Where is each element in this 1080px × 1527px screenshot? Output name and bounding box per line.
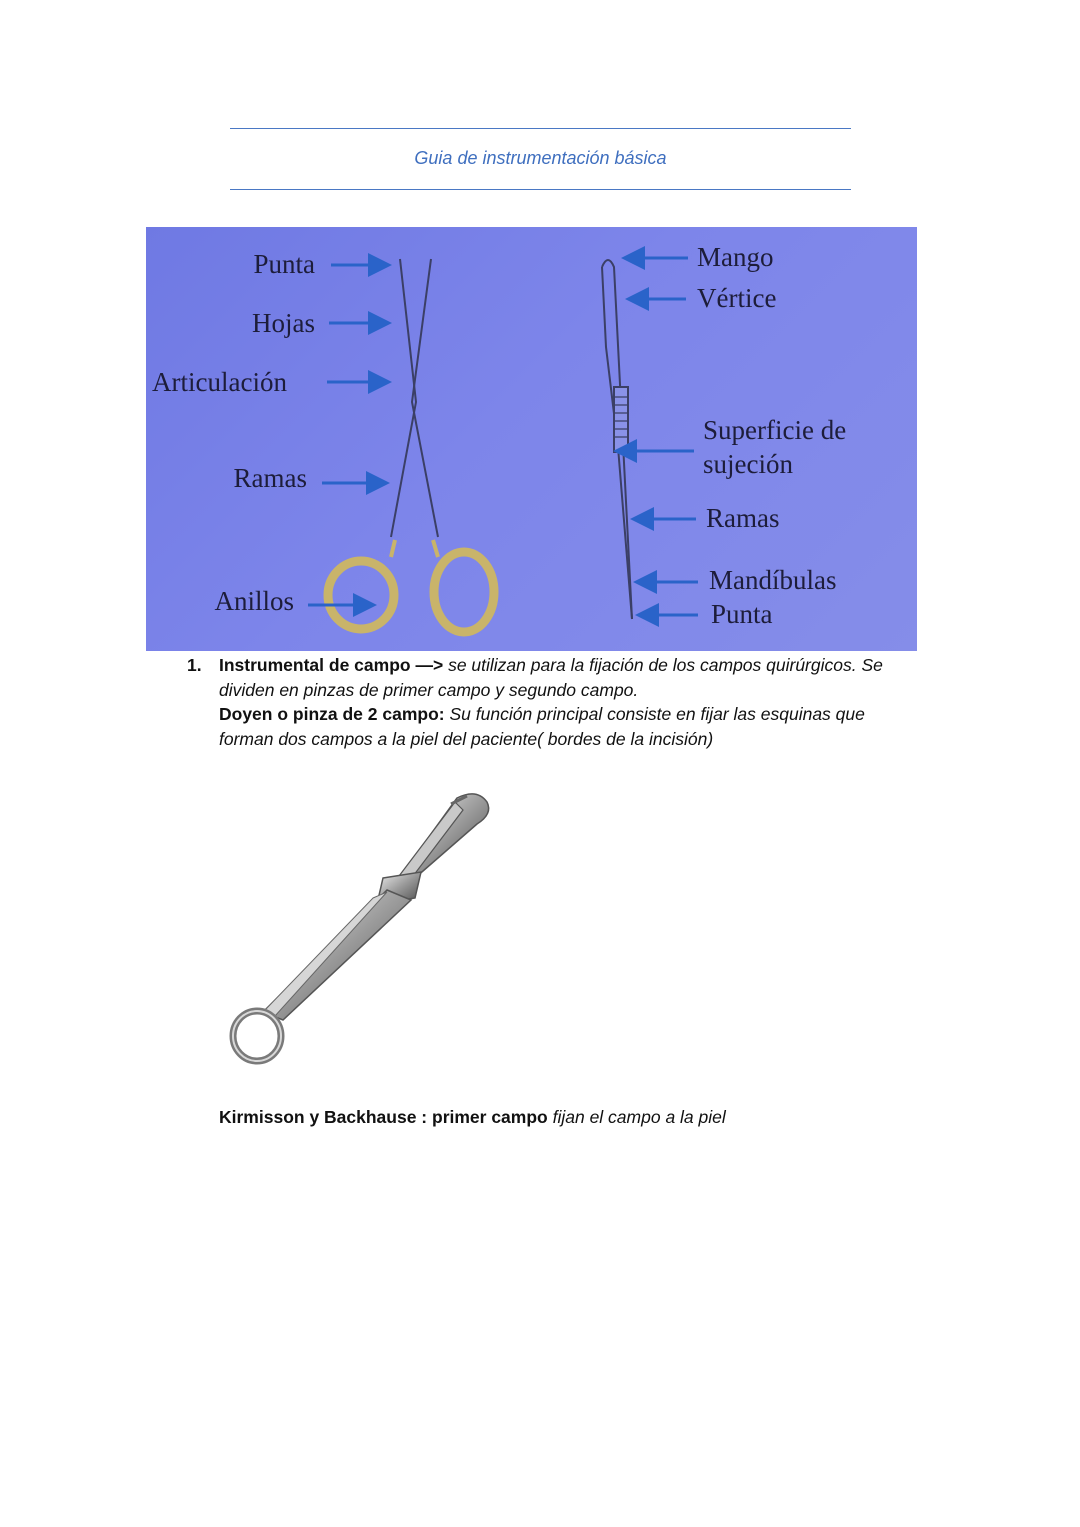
list-number: 1. xyxy=(187,655,202,675)
list-item-instrumental-de-campo xyxy=(219,653,909,751)
label-ramas-forceps: Ramas xyxy=(706,503,780,533)
item-title: Instrumental de campo xyxy=(219,655,411,675)
label-hojas: Hojas xyxy=(252,308,315,338)
label-vertice: Vértice xyxy=(697,283,777,313)
doyen-title: Doyen o pinza de 2 campo: xyxy=(219,704,445,724)
item-arrow: —> xyxy=(415,655,444,675)
header-title: Guia de instrumentación básica xyxy=(414,148,667,168)
kirmisson-text: fijan el campo a la piel xyxy=(552,1107,726,1127)
label-sujecion: sujeción xyxy=(703,449,793,479)
instrument-anatomy-diagram xyxy=(146,227,917,651)
label-superficie: Superficie de xyxy=(703,415,847,445)
header-rule-bottom xyxy=(230,189,851,190)
doyen-forceps-image xyxy=(215,780,525,1080)
header-rule-top xyxy=(230,128,851,129)
doyen-text-1: Su función principal consiste en fijar las esquinas que xyxy=(449,704,865,724)
label-mandibulas: Mandíbulas xyxy=(709,565,837,595)
label-punta-forceps: Punta xyxy=(711,599,773,629)
item-text-1: se utilizan para la fijación de los campos quirúrgicos. Se xyxy=(448,655,883,675)
label-punta-scissors: Punta xyxy=(253,249,315,279)
label-ramas-scissors: Ramas xyxy=(233,463,307,493)
kirmisson-title: Kirmisson y Backhause : primer campo xyxy=(219,1107,548,1127)
item-text-2: dividen en pinzas de primer campo y segundo campo. xyxy=(219,679,639,700)
label-mango: Mango xyxy=(697,242,774,272)
label-articulacion: Articulación xyxy=(152,367,287,397)
label-anillos: Anillos xyxy=(214,586,294,616)
forceps-icon xyxy=(602,260,632,619)
doyen-text-2: forman dos campos a la piel del paciente( bordes de la incisión) xyxy=(219,728,714,749)
ring-right xyxy=(434,552,494,632)
kirmisson-backhause-line xyxy=(219,1105,909,1130)
scissors-icon xyxy=(391,259,438,557)
ring-left xyxy=(328,561,394,629)
